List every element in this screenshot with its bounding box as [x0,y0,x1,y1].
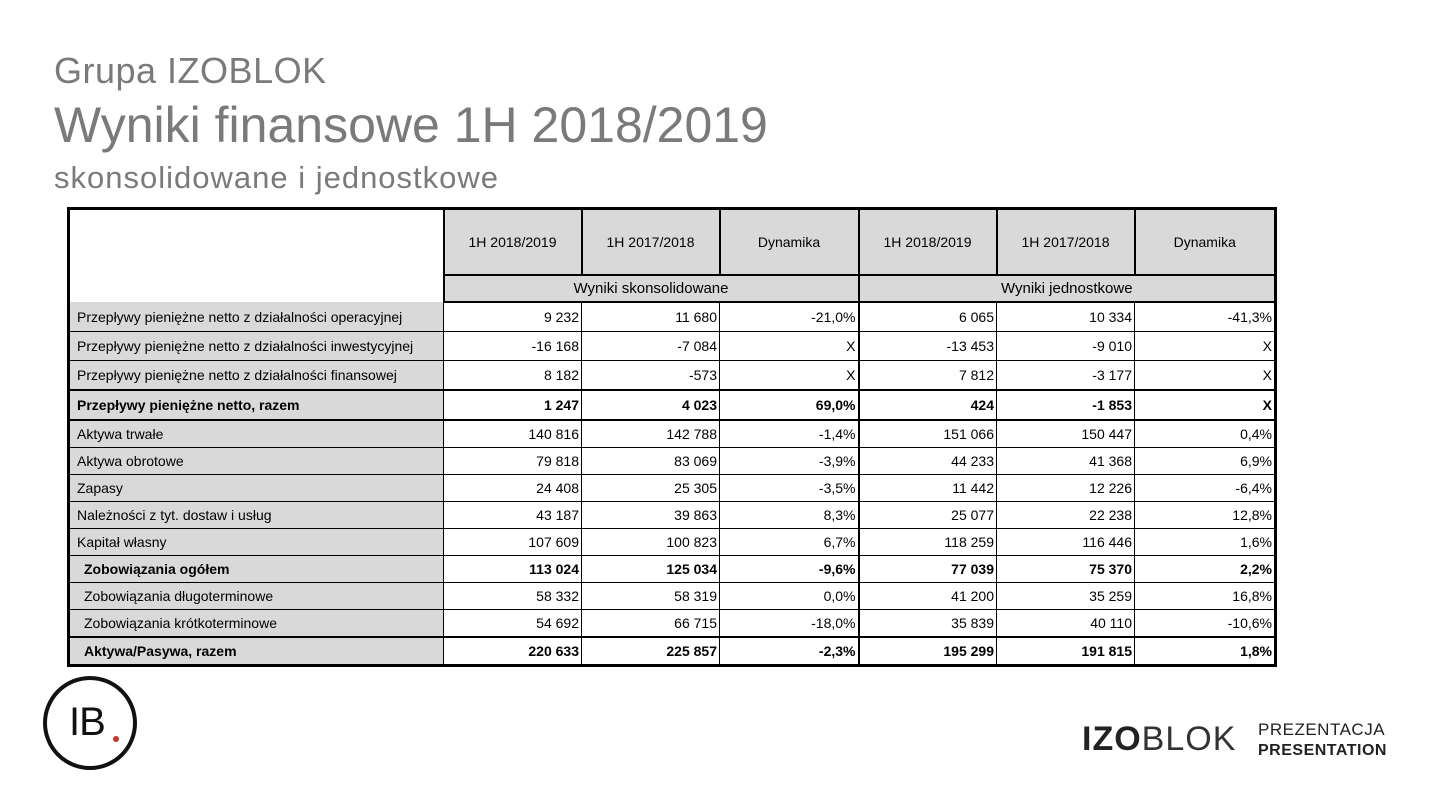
row-value: 8 182 [444,361,582,391]
row-label: Zobowiązania długoterminowe [69,583,444,610]
row-value: 66 715 [582,610,720,638]
row-value: 125 034 [582,556,720,583]
row-value: 191 815 [997,637,1135,666]
ib-logo-text: IB [69,700,105,744]
table-row [69,448,1276,475]
row-value: 6,9% [1135,448,1276,475]
row-value: -9 010 [997,332,1135,361]
brand-bold: IZO [1082,720,1142,758]
table-row [69,583,1276,610]
row-value: -7 084 [582,332,720,361]
col-header: 1H 2018/2019 [859,209,997,276]
row-value: 7 812 [859,361,997,391]
table-row [69,420,1276,448]
row-value: -3 177 [997,361,1135,391]
row-label: Kapitał własny [69,529,444,556]
row-value: 39 863 [582,502,720,529]
row-value: 11 680 [582,302,720,332]
col-header: 1H 2017/2018 [997,209,1135,276]
row-value: 11 442 [859,475,997,502]
row-value: 54 692 [444,610,582,638]
row-value: -21,0% [720,302,859,332]
row-value: 83 069 [582,448,720,475]
row-value: -13 453 [859,332,997,361]
row-value: 58 332 [444,583,582,610]
row-label: Przepływy pieniężne netto, razem [69,390,444,420]
page-title: Wyniki finansowe 1H 2018/2019 [54,97,768,153]
row-value: -573 [582,361,720,391]
presentation-label-pl: PREZENTACJA [1258,720,1386,739]
table-row [69,390,1276,420]
table-row [69,637,1276,666]
row-value: -3,5% [720,475,859,502]
row-value: -1 853 [997,390,1135,420]
row-label: Aktywa trwałe [69,420,444,448]
row-value: 24 408 [444,475,582,502]
table-row [69,361,1276,391]
row-value: -10,6% [1135,610,1276,638]
row-label: Zapasy [69,475,444,502]
table-row [69,610,1276,638]
row-value: 40 110 [997,610,1135,638]
row-value: 424 [859,390,997,420]
col-header: 1H 2018/2019 [444,209,582,276]
ib-logo-dot [113,736,119,742]
row-value: 100 823 [582,529,720,556]
row-label: Aktywa/Pasywa, razem [69,637,444,666]
row-label: Przepływy pieniężne netto z działalności finansowej [69,361,444,391]
row-value: 2,2% [1135,556,1276,583]
brand-thin: BLOK [1141,720,1237,758]
row-value: X [720,332,859,361]
table-row [69,332,1276,361]
table-corner [69,209,444,303]
row-value: 0,4% [1135,420,1276,448]
row-value: 12 226 [997,475,1135,502]
col-header: Dynamika [1135,209,1276,276]
row-value: 69,0% [720,390,859,420]
row-value: -6,4% [1135,475,1276,502]
table-row [69,556,1276,583]
row-value: 1 247 [444,390,582,420]
row-value: 1,8% [1135,637,1276,666]
row-value: -2,3% [720,637,859,666]
row-value: 41 368 [997,448,1135,475]
row-value: -41,3% [1135,302,1276,332]
row-value: 16,8% [1135,583,1276,610]
row-label: Należności z tyt. dostaw i usług [69,502,444,529]
row-label: Przepływy pieniężne netto z działalności operacyjnej [69,302,444,332]
row-value: -9,6% [720,556,859,583]
row-label: Zobowiązania ogółem [69,556,444,583]
row-label: Aktywa obrotowe [69,448,444,475]
row-value: 75 370 [997,556,1135,583]
row-value: 6 065 [859,302,997,332]
row-value: 25 305 [582,475,720,502]
row-value: -18,0% [720,610,859,638]
row-value: 77 039 [859,556,997,583]
table-row [69,475,1276,502]
row-value: X [720,361,859,391]
col-header: Dynamika [720,209,859,276]
row-label: Zobowiązania krótkoterminowe [69,610,444,638]
row-value: 22 238 [997,502,1135,529]
row-value: 116 446 [997,529,1135,556]
row-value: -16 168 [444,332,582,361]
row-value: 41 200 [859,583,997,610]
row-value: 35 839 [859,610,997,638]
row-value: -1,4% [720,420,859,448]
table-row [69,502,1276,529]
ib-logo [43,676,137,770]
row-value: 142 788 [582,420,720,448]
page-subtitle: skonsolidowane i jednostkowe [54,160,500,195]
presentation-label-en: PRESENTATION [1258,742,1387,759]
row-label: Przepływy pieniężne netto z działalności inwestycyjnej [69,332,444,361]
financial-results-table [67,207,1277,667]
row-value: 113 024 [444,556,582,583]
row-value: 43 187 [444,502,582,529]
row-value: X [1135,332,1276,361]
row-value: 35 259 [997,583,1135,610]
row-value: 107 609 [444,529,582,556]
row-value: 150 447 [997,420,1135,448]
row-value: 44 233 [859,448,997,475]
row-value: 118 259 [859,529,997,556]
row-value: 58 319 [582,583,720,610]
row-value: 9 232 [444,302,582,332]
row-value: 140 816 [444,420,582,448]
row-value: 4 023 [582,390,720,420]
row-value: 12,8% [1135,502,1276,529]
row-value: 79 818 [444,448,582,475]
row-value: 220 633 [444,637,582,666]
row-value: X [1135,361,1276,391]
col-header: 1H 2017/2018 [582,209,720,276]
row-value: 6,7% [720,529,859,556]
group-name: Grupa IZOBLOK [54,50,327,91]
row-value: 225 857 [582,637,720,666]
row-value: 1,6% [1135,529,1276,556]
izoblok-logo [1082,720,1236,759]
group-header-standalone: Wyniki jednostkowe [859,275,1276,302]
row-value: 195 299 [859,637,997,666]
row-value: -3,9% [720,448,859,475]
row-value: 25 077 [859,502,997,529]
row-value: 8,3% [720,502,859,529]
table-row [69,302,1276,332]
row-value: 151 066 [859,420,997,448]
row-value: 10 334 [997,302,1135,332]
row-value: X [1135,390,1276,420]
row-value: 0,0% [720,583,859,610]
table-row [69,529,1276,556]
group-header-consolidated: Wyniki skonsolidowane [444,275,859,302]
